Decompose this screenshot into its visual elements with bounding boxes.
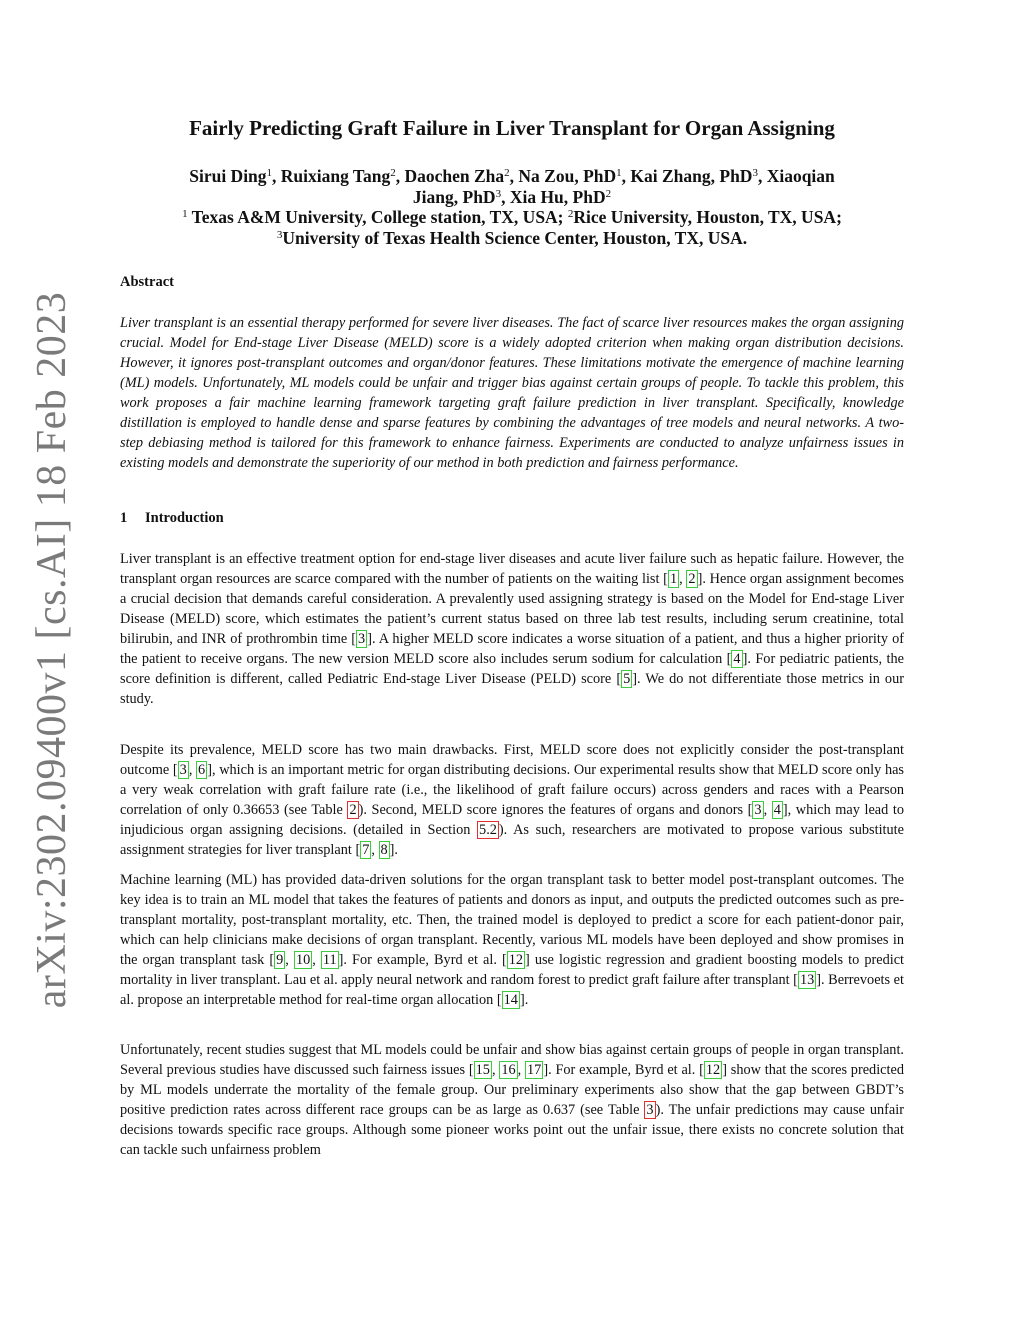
citation-link[interactable]: 12 [705, 1062, 721, 1078]
paragraph-text: ], which may lead to injudicious organ assigning decisions. (detailed in Section [120, 802, 904, 838]
citation-link[interactable]: 3 [358, 631, 366, 647]
paragraph-text: ). The unfair predictions may cause unfair decisions towards specific race groups. Although some pioneer works point out the unfair issue, there exists no concrete solution that can tackle such unfairness problem [120, 1102, 904, 1158]
citation-link[interactable]: 12 [508, 952, 524, 968]
table-reference-link[interactable]: 2 [349, 802, 357, 818]
citation-link[interactable]: 14 [503, 992, 518, 1008]
affiliation-mark: 3 [276, 228, 283, 241]
author-affiliation-mark: 3 [495, 187, 502, 200]
paragraph-text: ). As such, researchers are motivated to propose various substitute assignment strategies for liver transplant [ [120, 822, 904, 858]
section-title: Introduction [145, 510, 224, 526]
paragraph-text: Despite its prevalence, MELD score has two main drawbacks. First, MELD score does not explicitly consider the post-transplant outcome [ [120, 742, 904, 778]
author-name: , Ruixiang Tang [272, 166, 391, 186]
citation-link[interactable]: 5 [623, 671, 631, 687]
citation-link[interactable]: 17 [527, 1062, 542, 1078]
intro-paragraph-2 [120, 740, 904, 860]
paragraph-text: ]. [389, 842, 399, 858]
paragraph-text: , [763, 802, 772, 818]
author-line-1 [120, 166, 904, 187]
citation-link[interactable]: 1 [669, 571, 678, 587]
citation-link[interactable]: 3 [179, 762, 187, 778]
paragraph-text: , [679, 571, 687, 587]
author-affiliation-mark: 1 [266, 167, 273, 179]
citation-link[interactable]: 9 [276, 952, 284, 968]
affiliation-text: Texas A&M University, College station, TX, USA; [187, 207, 568, 227]
paragraph-text: , [188, 762, 197, 778]
author-name: , Kai Zhang, PhD [621, 166, 753, 186]
section-number: 1 [120, 510, 128, 526]
citation-link[interactable]: 10 [295, 952, 311, 968]
citation-link[interactable]: 7 [362, 842, 370, 858]
author-name: , Xiaoqian [757, 166, 835, 186]
intro-paragraph-3 [120, 870, 904, 1010]
affiliation-text: Rice University, Houston, TX, USA; [573, 207, 842, 227]
author-affiliation-mark: 3 [752, 167, 758, 179]
paragraph-text: ). Second, MELD score ignores the features of organs and donors [ [358, 802, 753, 818]
author-name: , Xia Hu, PhD [501, 186, 606, 207]
affiliation-text: University of Texas Health Science Center, Houston, TX, USA. [282, 227, 748, 248]
paragraph-text: ], which is an important metric for organ distributing decisions. Our experimental results show that MELD score only has a very weak correlation with graft failure rate (i.e., the likelihood of graft failure occurs) across genders and races with a Pearson correlation of only 0.36653 (see Table [120, 762, 904, 818]
paragraph-text: ]. For example, Byrd et al. [ [338, 952, 507, 968]
paragraph-text: ]. A higher MELD score indicates a worse situation of a patient, and thus a higher priority of the patient to receive organs. The new version MELD score also includes serum sodium for calculation [ [120, 631, 904, 667]
paragraph-text: ]. Berrevoets et al. propose an interpretable method for real-time organ allocation [ [120, 972, 904, 1008]
citation-link[interactable]: 11 [322, 952, 337, 968]
paragraph-text: , [517, 1062, 526, 1078]
paragraph-text: ]. [519, 992, 529, 1008]
intro-paragraph-1 [120, 549, 904, 709]
author-affiliation-mark: 2 [605, 187, 612, 200]
citation-link[interactable]: 4 [773, 802, 781, 818]
table-reference-link[interactable]: 3 [646, 1102, 654, 1118]
author-affiliation-mark: 2 [390, 167, 396, 179]
paragraph-text: Unfortunately, recent studies suggest that ML models could be unfair and show bias against certain groups of people in organ transplant. Several previous studies have discussed such fairness issues [ [120, 1042, 904, 1078]
citation-link[interactable]: 16 [501, 1062, 516, 1078]
paragraph-text: , [312, 952, 321, 968]
abstract-heading: Abstract [120, 274, 174, 290]
paragraph-text: , [285, 952, 294, 968]
affiliation-mark: 1 [182, 208, 188, 220]
author-name: Jiang, PhD [412, 186, 496, 207]
arxiv-identifier-stamp: arXiv:2302.09400v1 [cs.AI] 18 Feb 2023 [29, 291, 75, 1009]
author-name: Sirui Ding [189, 166, 267, 186]
citation-link[interactable]: 15 [475, 1062, 490, 1078]
author-block [120, 166, 904, 248]
paper-title: Fairly Predicting Graft Failure in Liver Transplant for Organ Assigning [189, 116, 835, 140]
paragraph-text: , [371, 842, 379, 858]
paragraph-text: Machine learning (ML) has provided data-driven solutions for the organ transplant task to better model post-transplant outcomes. The key idea is to train an ML model that takes the features of patients and donors as input, and outputs the predicted outcomes such as pre-transplant mortality, post-transplant mortality, etc. Then, the trained model is deployed to predict a score for each patient-donor pair, which can help clinicians make decisions of organ transplant. Recently, various ML models have been deployed and show promises in the organ transplant task [ [120, 872, 904, 968]
author-name: , Daochen Zha [395, 166, 505, 186]
citation-link[interactable]: 4 [733, 651, 741, 667]
author-name: , Na Zou, PhD [509, 166, 617, 186]
author-affiliation-mark: 1 [616, 167, 622, 179]
paragraph-text: ] use logistic regression and gradient boosting models to predict mortality in liver transplant. Lau et al. apply neural network and random forest to predict graft failure after transplant [ [120, 952, 905, 988]
author-line-2 [120, 187, 904, 208]
abstract-body: Liver transplant is an essential therapy performed for severe liver diseases. The fact of scarce liver resources makes the organ assigning crucial. Model for End-stage Liver Disease (MELD) score is a widely adopted criterion when making organ distribution decisions. However, it ignores post-transplant outcomes and organ/donor features. These limitations motivate the emergence of machine learning (ML) models. Unfortunately, ML models could be unfair and trigger bias against certain groups of people. To tackle this problem, this work proposes a fair machine learning framework targeting graft failure prediction in liver transplant. Specifically, knowledge distillation is employed to handle dense and sparse features by combining the advantages of tree models and neural networks. A two-step debiasing method is tailored for this framework to enhance fairness. Experiments are conducted to analyze unfairness issues in existing models and demonstrate the superiority of our method in both prediction and fairness performance. [120, 315, 904, 471]
paragraph-text: ]. We do not differentiate those metrics in our study. [120, 671, 904, 707]
paragraph-text: ]. For example, Byrd et al. [ [543, 1062, 704, 1078]
intro-paragraph-4 [120, 1040, 904, 1160]
affiliation-mark: 2 [567, 208, 574, 220]
section-reference-link[interactable]: 5.2 [479, 822, 497, 838]
affiliation-line-2 [120, 228, 904, 249]
paragraph-text: ]. Hence organ assignment becomes a crucial decision that demands careful consideration. A prevalently used assigning strategy is based on the Model for End-stage Liver Disease (MELD) score, which estimates the patient’s current status based on three lab test results, including serum creatinine, total bilirubin, and INR of prothrombin time [ [120, 571, 904, 647]
citation-link[interactable]: 2 [688, 571, 696, 587]
citation-link[interactable]: 8 [380, 842, 388, 858]
citation-link[interactable]: 13 [799, 972, 815, 988]
paragraph-text: ] show that the scores predicted by ML models underrate the mortality of the female group. Our preliminary experiments also show that the gap between GBDT’s positive prediction rates across different race groups can be as large as 0.637 (see Table [120, 1062, 904, 1118]
paragraph-text: Liver transplant is an effective treatment option for end-stage liver diseases and acute liver failure such as hepatic failure. However, the transplant organ resources are scarce compared with the number of patients on the waiting list [ [120, 551, 904, 587]
paragraph-text: , [491, 1062, 500, 1078]
paragraph-text: ]. For pediatric patients, the score definition is different, called Pediatric End-stage Liver Disease (PELD) score [ [120, 651, 904, 687]
author-affiliation-mark: 2 [504, 167, 510, 179]
section-heading-introduction [120, 510, 224, 527]
citation-link[interactable]: 6 [198, 762, 206, 778]
affiliation-line-1 [120, 207, 904, 228]
citation-link[interactable]: 3 [754, 802, 762, 818]
